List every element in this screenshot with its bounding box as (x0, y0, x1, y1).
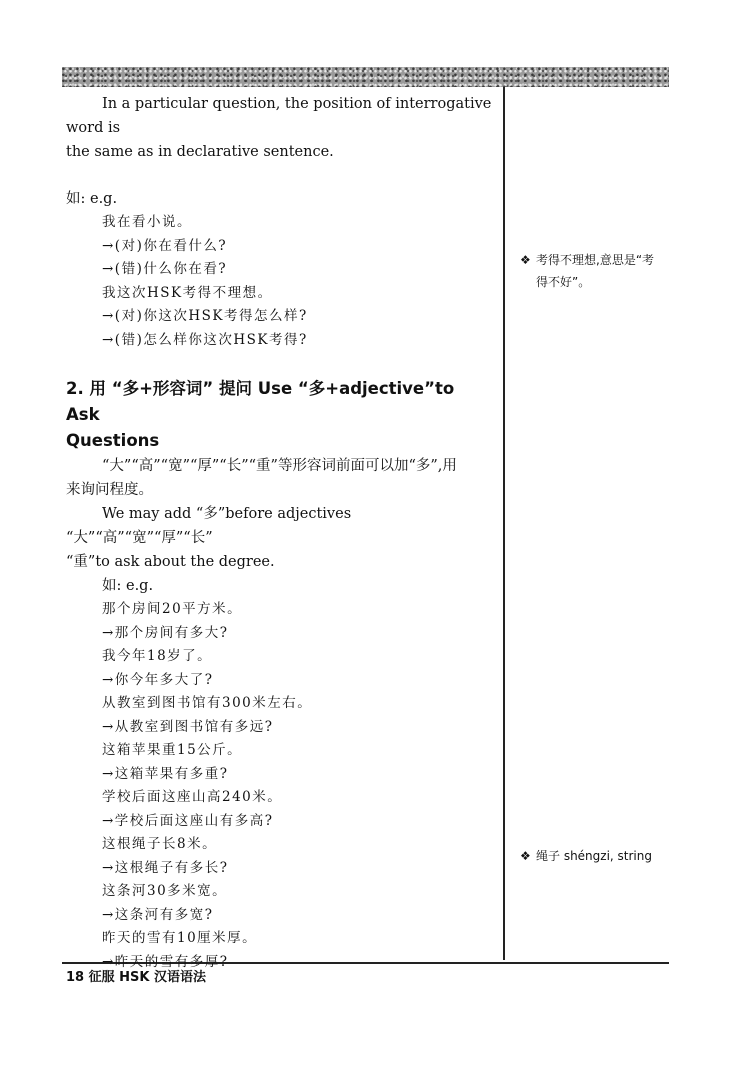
diamond-bullet-icon: ❖ (520, 253, 531, 267)
example-sentence: →你今年多大了? (102, 671, 214, 688)
main-column (66, 92, 492, 974)
diamond-bullet-icon: ❖ (520, 849, 531, 863)
section-cn-line-1: “大”“高”“宽”“厚”“长”“重”等形容词前面可以加“多”,用 (102, 458, 457, 474)
note-text: 绳子 shéngzi, string (536, 849, 652, 863)
example-sentence: →昨天的雪有多厚? (102, 953, 229, 970)
example-sentence: 从教室到图书馆有300米左右。 (102, 695, 313, 711)
intro-line-2: the same as in declarative sentence. (66, 144, 334, 160)
intro-line-1: In a particular question, the position of interrogative word is (66, 96, 492, 136)
example-sentence: →(对)你这次HSK考得怎么样? (102, 308, 308, 324)
example-sentence: 我这次HSK考得不理想。 (102, 284, 273, 301)
example-sentence: 我今年18岁了。 (102, 648, 213, 664)
example-sentence: 我在看小说。 (102, 214, 192, 230)
example-sentence: 那个房间20平方米。 (102, 601, 243, 617)
example-sentence: 这条河30多米宽。 (102, 883, 228, 899)
example-sentence: →(对)你在看什么? (102, 237, 228, 254)
section-en-line-1: We may add “多”before adjectives “大”“高”“宽”“厚”“长” (66, 506, 352, 546)
section-title-line-2: Questions (66, 431, 160, 450)
example-sentence: →这条河有多宽? (102, 906, 214, 923)
example-sentence: →(错)什么你在看? (102, 261, 228, 277)
margin-note-2 (520, 845, 675, 867)
example-sentence: 这箱苹果重15公斤。 (102, 742, 243, 758)
page-footer: 18 征服 HSK 汉语语法 (66, 970, 206, 985)
section-cn-line-2: 来询问程度。 (66, 482, 153, 498)
example-label: 如: e.g. (102, 578, 154, 594)
example-list-1 (66, 211, 492, 352)
margin-divider-vertical (503, 87, 505, 960)
example-sentence: 昨天的雪有10厘米厚。 (102, 930, 258, 946)
example-sentence: →这根绳子有多长? (102, 859, 229, 876)
example-sentence: →这箱苹果有多重? (102, 765, 229, 782)
note-text: 考得不理想,意思是“考 (536, 253, 655, 267)
example-sentence: →学校后面这座山有多高? (102, 812, 274, 829)
example-sentence: 这根绳子长8米。 (102, 836, 218, 852)
example-list-2 (66, 598, 492, 974)
example-sentence: 学校后面这座山高240米。 (102, 789, 283, 805)
header-texture-band (62, 67, 669, 87)
example-sentence: →那个房间有多大? (102, 624, 229, 641)
example-sentence: →(错)怎么样你这次HSK考得? (102, 331, 308, 348)
section-en-line-2: “重”to ask about the degree. (66, 554, 275, 570)
section-title-line-1: 2. 用 “多+形容词” 提问 Use “多+adjective”to Ask (66, 379, 455, 424)
example-label: 如: e.g. (66, 191, 118, 207)
margin-note-1 (520, 249, 675, 293)
note-text: 得不好”。 (536, 275, 591, 289)
example-sentence: →从教室到图书馆有多远? (102, 718, 274, 735)
